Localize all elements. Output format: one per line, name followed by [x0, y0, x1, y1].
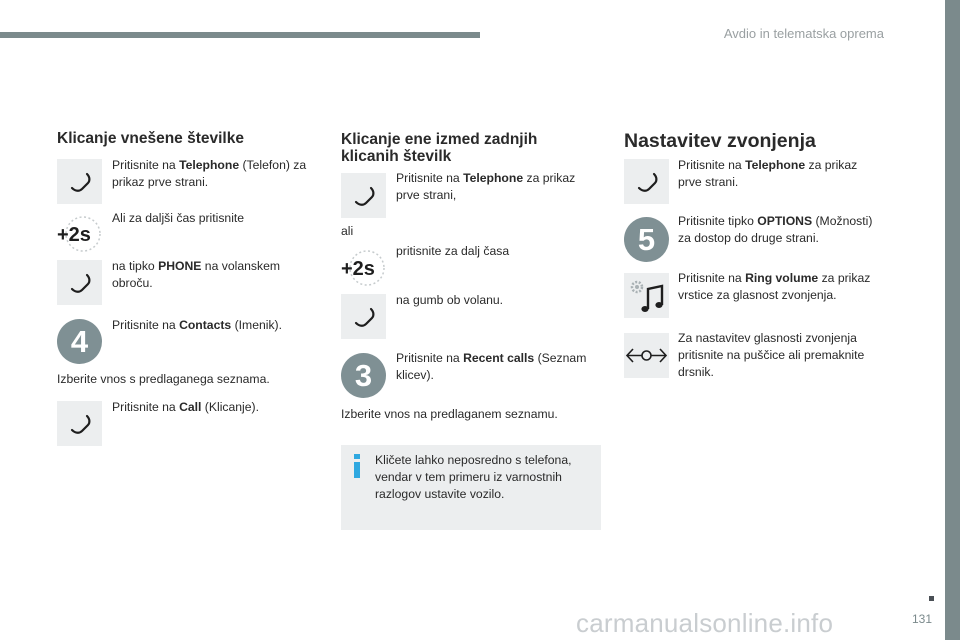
step-badge: 4: [57, 319, 102, 364]
slider-icon: [624, 333, 669, 378]
col3-step2: Pritisnite tipko OPTIONS (Možnosti) za dostop do druge strani.: [678, 214, 873, 245]
long-press-label: +2s: [341, 258, 375, 280]
col2-step2: pritisnite za dalj časa: [396, 244, 510, 258]
telephone-icon: [341, 294, 386, 339]
col2-select-text: Izberite vnos na predlaganem seznamu.: [341, 407, 558, 421]
step-badge: 3: [341, 353, 386, 398]
col2-or-text: ali: [341, 224, 354, 238]
long-press-icon: [57, 212, 102, 257]
col1-step5: Pritisnite na Call (Klicanje).: [112, 400, 259, 414]
long-press-label: +2s: [57, 224, 91, 246]
col3-step1: Pritisnite na Telephone za prikaz prve strani.: [678, 158, 858, 189]
long-press-icon: [341, 246, 386, 291]
telephone-icon: [57, 260, 102, 305]
col2-step3: na gumb ob volanu.: [396, 293, 504, 307]
note-text: Kličete lahko neposredno s telefona, vendar v tem primeru iz varnostnih razlogov ustavite vozilo.: [375, 453, 572, 501]
col1-select-text: Izberite vnos s predlaganega seznama.: [57, 372, 270, 386]
col3-step4: Za nastavitev glasnosti zvonjenja pritisnite na puščice ali premaknite drsnik.: [678, 331, 865, 379]
col1-title: Klicanje vnešene številke: [57, 130, 244, 147]
info-icon: [353, 454, 361, 478]
ring-volume-icon: [624, 273, 669, 318]
header-rule: [0, 32, 480, 38]
col1-step2: Ali za daljši čas pritisnite: [112, 211, 245, 225]
col1-step3: na tipko PHONE na volanskem obroču.: [112, 259, 281, 290]
col2-step4: Pritisnite na Recent calls (Seznam klicev).: [396, 351, 587, 382]
page-edge-bar: [945, 0, 960, 640]
page-marker: [929, 596, 934, 601]
step-badge: 5: [624, 217, 669, 262]
col2-title: Klicanje ene izmed zadnjih klicanih številk: [341, 131, 538, 165]
telephone-icon: [57, 159, 102, 204]
telephone-icon: [624, 159, 669, 204]
col3-step3: Pritisnite na Ring volume za prikaz vrstice za glasnost zvonjenja.: [678, 271, 871, 302]
section-title: Avdio in telematska oprema: [723, 26, 884, 41]
page-number: 131: [912, 612, 933, 626]
telephone-icon: [341, 173, 386, 218]
info-note: [341, 445, 601, 530]
col2-step1: Pritisnite na Telephone za prikaz prve strani,: [396, 171, 576, 202]
watermark: carmanualsonline.info: [576, 608, 834, 638]
col1-step4: Pritisnite na Contacts (Imenik).: [112, 318, 283, 332]
col1-step1: Pritisnite na Telephone (Telefon) za prikaz prve strani.: [112, 158, 307, 189]
telephone-icon: [57, 401, 102, 446]
col3-title: Nastavitev zvonjenja: [624, 130, 816, 152]
